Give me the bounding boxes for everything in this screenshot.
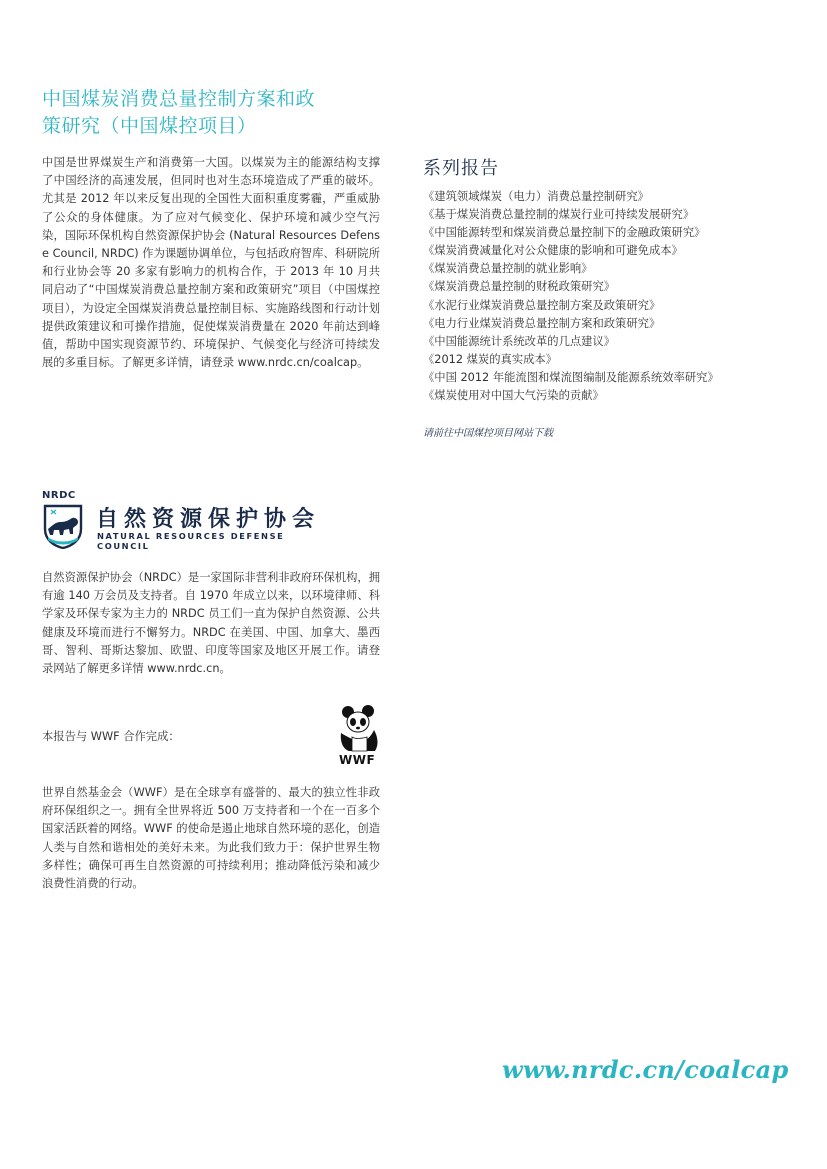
polar-bear-shield-icon (42, 503, 84, 549)
page-title-line-1: 中国煤炭消费总量控制方案和政 (42, 88, 316, 110)
nrdc-name-cn: 自然资源保护协会 (96, 507, 321, 532)
list-item: 《煤炭消费减量化对公众健康的影响和可避免成本》 (423, 244, 683, 258)
page-title (42, 86, 342, 140)
nrdc-logo-mark: NRDC (42, 490, 76, 501)
list-item: 《煤炭消费总量控制的就业影响》 (423, 262, 593, 276)
list-item: 《中国能源转型和煤炭消费总量控制下的金融政策研究》 (423, 226, 706, 240)
wwf-description: 世界自然基金会（WWF）是在全球享有盛誉的、最大的独立性非政府环保组织之一。拥有全世界将近 500 万支持者和一个在一百多个国家活跃着的网络。WWF 的使命是遏止地球自然环境的恶化，创造人类与自然和谐相处的美好未来。为此我们致力于：保护世界生物多样性；确保可再生自然资源的可持续利用；推动降低污染和减少浪费性消费的行动。 (42, 786, 380, 891)
nrdc-description: 自然资源保护协会（NRDC）是一家国际非营利非政府环保机构，拥有逾 140 万会员及支持者。自 1970 年成立以来，以环境律师、科学家及环保专家为主力的 NRDC 员工们一直为保护自然资源、公共健康及环境而进行不懈努力。NRDC 在美国、中国、加拿大、墨西哥、智利、哥斯达黎加、欧盟、印度等国家及地区开展工作。请登录网站了解更多详情 www.nrdc.cn。 (42, 571, 380, 676)
series-report-list (423, 188, 719, 405)
panda-icon (334, 703, 384, 753)
series-heading: 系列报告 (423, 158, 499, 179)
wwf-partner-label: 本报告与 WWF 合作完成： (42, 730, 180, 743)
list-item: 《煤炭消费总量控制的财税政策研究》 (423, 280, 616, 294)
list-item: 《基于煤炭消费总量控制的煤炭行业可持续发展研究》 (423, 208, 695, 222)
download-link[interactable]: 请前往中国煤控项目网站下载 (423, 428, 553, 439)
list-item: 《煤炭使用对中国大气污染的贡献》 (423, 389, 604, 403)
list-item: 《2012 煤炭的真实成本》 (423, 352, 558, 366)
nrdc-name-en: NATURAL RESOURCES DEFENSE COUNCIL (97, 531, 285, 551)
list-item: 《水泥行业煤炭消费总量控制方案及政策研究》 (423, 298, 661, 312)
list-item: 《中国 2012 年能流图和煤流图编制及能源系统效率研究》 (423, 370, 719, 384)
wwf-logo-text: WWF (339, 753, 376, 767)
list-item: 《中国能源统计系统改革的几点建议》 (423, 334, 616, 348)
nrdc-logo (40, 490, 340, 552)
footer-url-link[interactable]: www.nrdc.cn/coalcap (502, 1055, 789, 1084)
list-item: 《电力行业煤炭消费总量控制方案和政策研究》 (423, 316, 661, 330)
list-item: 《建筑领域煤炭（电力）消费总量控制研究》 (423, 190, 649, 203)
intro-paragraph: 中国是世界煤炭生产和消费第一大国。以煤炭为主的能源结构支撑了中国经济的高速发展，但同时也对生态环境造成了严重的破坏。尤其是 2012 年以来反复出现的全国性大面积重度雾霾，严重威胁了公众的身体健康。为了应对气候变化、保护环境和减少空气污染，国际环保机构自然资源保护协会 (Natural Resources Defense Council, NRDC) 作为课题协调单位，与包括政府智库、科研院所和行业协会等 20 多家有影响力的机构合作，于 2013 年 10 月共同启动了“中国煤炭消费总量控制方案和政策研究”项目（中国煤控项目），为设定全国煤炭消费总量控制目标、实施路线图和行动计划提供政策建议和可操作措施，促使煤炭消费量在 2020 年前达到峰值，帮助中国实现资源节约、环境保护、气候变化与经济可持续发展的多重目标。了解更多详情，请登录 www.nrdc.cn/coalcap。 (42, 156, 380, 370)
page-title-line-2: 策研究（中国煤控项目） (42, 115, 257, 137)
wwf-logo (334, 703, 384, 769)
